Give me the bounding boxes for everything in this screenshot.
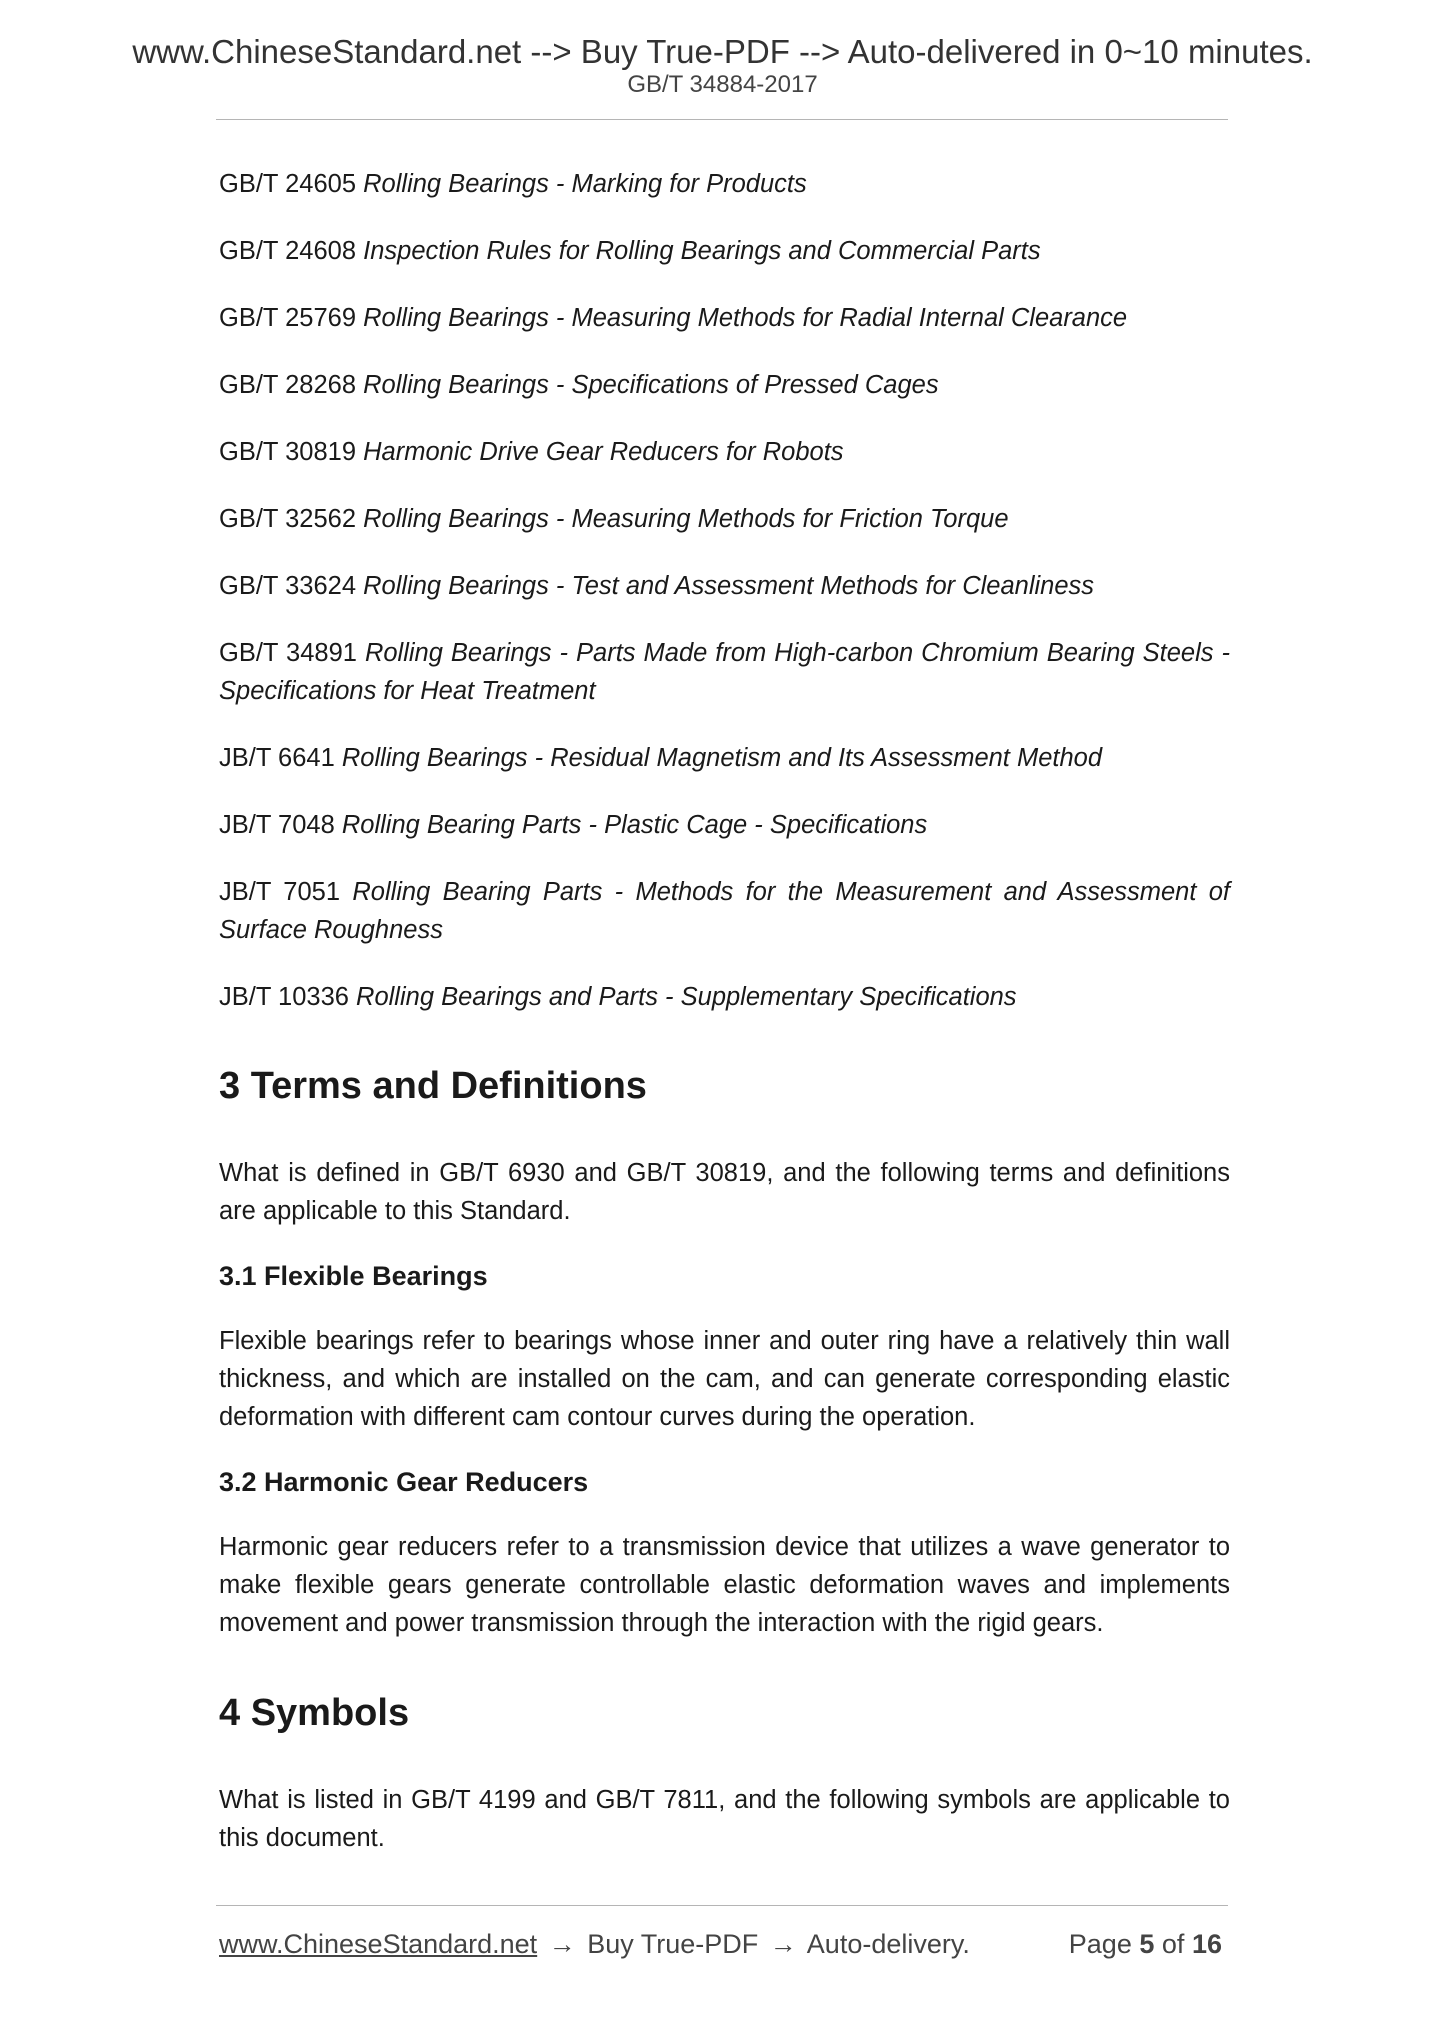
- page-number: [1069, 1927, 1222, 1961]
- total-pages: 16: [1191, 1929, 1222, 1959]
- footer-website-link[interactable]: www.ChineseStandard.net: [219, 1929, 538, 1959]
- reference-item: [219, 567, 1230, 605]
- standard-code: GB/T 34884-2017: [627, 71, 818, 98]
- reference-title: Rolling Bearings and Parts - Supplementary Specifications: [356, 983, 1017, 1011]
- subsection-heading-harmonic-gear-reducers: 3.2 Harmonic Gear Reducers: [219, 1467, 589, 1497]
- page-label: Page: [1068, 1929, 1132, 1959]
- reference-title: Rolling Bearings - Marking for Products: [363, 170, 807, 198]
- reference-code: GB/T 30819: [219, 438, 357, 466]
- of-label: of: [1161, 1929, 1185, 1959]
- reference-code: GB/T 28268: [219, 371, 357, 399]
- reference-code: JB/T 10336: [219, 983, 349, 1011]
- reference-title: Inspection Rules for Rolling Bearings and Commercial Parts: [363, 237, 1041, 265]
- reference-item: [219, 806, 1230, 844]
- reference-item: [219, 873, 1230, 949]
- reference-title: Rolling Bearings - Measuring Methods for Radial Internal Clearance: [363, 304, 1128, 332]
- reference-code: JB/T 7048: [219, 811, 335, 839]
- arrow-right-icon: →: [548, 1929, 576, 1959]
- reference-code: GB/T 24605: [219, 170, 357, 198]
- reference-code: GB/T 32562: [219, 505, 357, 533]
- reference-code: GB/T 24608: [219, 237, 357, 265]
- reference-title: Rolling Bearing Parts - Plastic Cage - Specifications: [341, 811, 928, 839]
- reference-code: GB/T 33624: [219, 572, 357, 600]
- reference-item: [219, 366, 1230, 404]
- page-footer: [219, 1927, 1222, 1961]
- terms-intro-paragraph: What is defined in GB/T 6930 and GB/T 30819, and the following terms and definitions are applicable to this Standard.: [219, 1159, 1230, 1225]
- reference-title: Rolling Bearings - Measuring Methods for Friction Torque: [363, 505, 1009, 533]
- section-heading-terms: 3 Terms and Definitions: [219, 1065, 647, 1107]
- harmonic-gear-reducers-paragraph: Harmonic gear reducers refer to a transmission device that utilizes a wave generator to make flexible gears generate controllable elastic deformation waves and implements movement and power transmission through the interaction with the rigid gears.: [219, 1533, 1230, 1637]
- symbols-intro-paragraph: What is listed in GB/T 4199 and GB/T 7811, and the following symbols are applicable to this document.: [219, 1786, 1230, 1852]
- footer-divider: [216, 1905, 1228, 1906]
- reference-code: GB/T 34891: [219, 639, 357, 667]
- reference-title: Rolling Bearings - Residual Magnetism and Its Assessment Method: [341, 744, 1103, 772]
- flexible-bearings-paragraph: Flexible bearings refer to bearings whose inner and outer ring have a relatively thin wall thickness, and which are installed on the cam, and can generate corresponding elastic deformation with different cam contour curves during the operation.: [219, 1327, 1230, 1431]
- reference-item: [219, 739, 1230, 777]
- reference-item: [219, 299, 1230, 337]
- reference-item: [219, 165, 1230, 203]
- document-body: [219, 165, 1230, 1885]
- arrow-right-icon: →: [769, 1929, 797, 1959]
- reference-code: JB/T 7051: [219, 878, 341, 906]
- reference-title: Rolling Bearing Parts - Methods for the Measurement and Assessment of Surface Roughness: [219, 878, 1230, 944]
- reference-code: JB/T 6641: [219, 744, 335, 772]
- reference-title: Rolling Bearings - Parts Made from High-carbon Chromium Bearing Steels - Specifications for Heat Treatment: [219, 639, 1230, 705]
- reference-title: Rolling Bearings - Test and Assessment Methods for Cleanliness: [363, 572, 1095, 600]
- section-heading-symbols: 4 Symbols: [219, 1692, 410, 1734]
- reference-item: [219, 433, 1230, 471]
- reference-code: GB/T 25769: [219, 304, 357, 332]
- footer-buy-text: Buy True-PDF: [587, 1929, 759, 1959]
- reference-title: Rolling Bearings - Specifications of Pressed Cages: [363, 371, 939, 399]
- header-divider: [216, 119, 1228, 120]
- current-page: 5: [1139, 1929, 1155, 1959]
- reference-item: [219, 500, 1230, 538]
- reference-item: [219, 634, 1230, 710]
- reference-item: [219, 232, 1230, 270]
- subsection-heading-flexible-bearings: 3.1 Flexible Bearings: [219, 1261, 488, 1291]
- footer-delivery-text: Auto-delivery.: [806, 1929, 970, 1959]
- reference-item: [219, 978, 1230, 1016]
- top-banner: www.ChineseStandard.net --> Buy True-PDF --> Auto-delivered in 0~10 minutes.: [132, 33, 1313, 70]
- reference-title: Harmonic Drive Gear Reducers for Robots: [363, 438, 844, 466]
